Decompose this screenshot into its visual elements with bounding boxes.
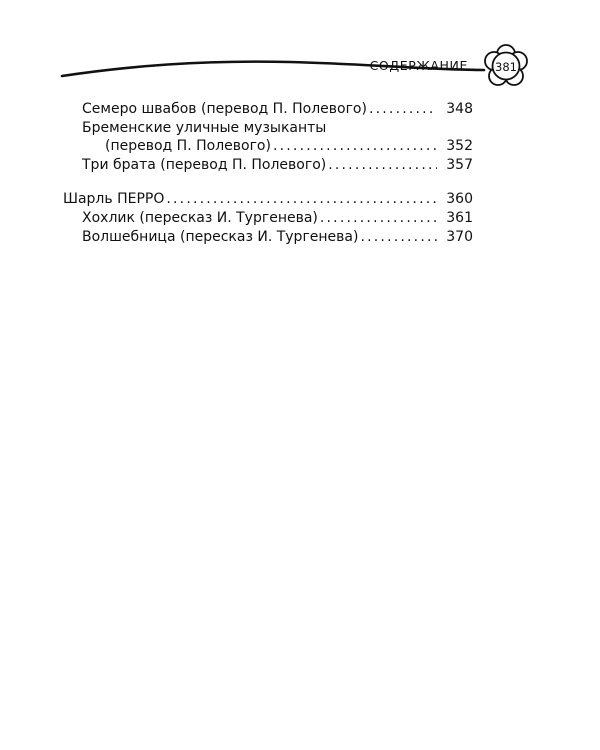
toc-entry-title: (перевод П. Полевого): [105, 138, 271, 155]
toc-leader-dots: [273, 137, 437, 156]
toc-leader-dots: [360, 228, 437, 247]
toc-entry-title: Волшебница (пересказ И. Тургенева): [82, 228, 359, 245]
toc-leader-dots: [369, 100, 437, 119]
toc-entry[interactable]: [63, 228, 473, 247]
toc-entry-page: 357: [446, 156, 473, 173]
toc-entry[interactable]: [63, 209, 473, 228]
toc-entry[interactable]: [63, 156, 473, 175]
toc-entry-page: 352: [446, 138, 473, 155]
toc-entry-page: 370: [446, 228, 473, 245]
page-number: 381: [495, 60, 517, 74]
toc-entry-page: 360: [446, 191, 473, 208]
toc-entry-page: 361: [446, 209, 473, 226]
toc-leader-dots: [328, 156, 437, 175]
toc-author-name: Шарль ПЕРРО: [63, 191, 165, 208]
toc-entry[interactable]: [63, 100, 473, 119]
toc-entry-page: 348: [446, 101, 473, 117]
toc-entry-title: Хохлик (пересказ И. Тургенева): [82, 209, 318, 226]
toc-entry[interactable]: [63, 137, 473, 156]
table-of-contents: [63, 100, 473, 246]
toc-leader-dots: [320, 209, 437, 228]
toc-entry-title: Бременские уличные музыканты: [82, 119, 327, 136]
toc-entry-title: Три брата (перевод П. Полевого): [82, 156, 327, 173]
toc-entry-title: Семеро швабов (перевод П. Полевого): [82, 101, 367, 117]
toc-leader-dots: [166, 190, 437, 209]
toc-entry[interactable]: [63, 119, 473, 138]
section-title: СОДЕРЖАНИЕ: [369, 58, 468, 73]
toc-author-entry[interactable]: [63, 190, 473, 209]
